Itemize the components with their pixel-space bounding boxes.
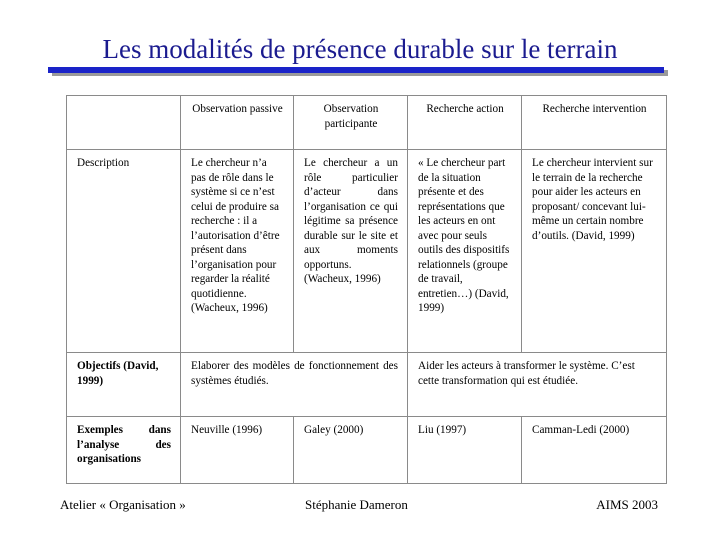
modalities-table [66, 95, 667, 484]
footer-center: Stéphanie Dameron [305, 497, 408, 512]
corner-cell [67, 96, 181, 150]
row-header-exemples: Exemples dans l’analyse des organisations [67, 417, 181, 484]
description-row [67, 150, 667, 353]
description-observation-passive: Le chercheur n’a pas de rôle dans le système si ce n’est celui de produire sa recherche : il a l’autorisation d’être présent dans l’organisation pour regarder la réalité quotidienne. (Wacheux, 1996) [181, 150, 294, 353]
column-header-recherche-action: Recherche action [408, 96, 522, 150]
exemple-observation-passive: Neuville (1996) [181, 417, 294, 484]
exemples-row [67, 417, 667, 484]
description-recherche-intervention: Le chercheur intervient sur le terrain de la recherche pour aider les acteurs en proposant/ concevant lui-même un certain nombre d’outils. (David, 1999) [522, 150, 667, 353]
footer-right: AIMS 2003 [596, 497, 658, 512]
column-header-observation-participante: Observation participante [294, 96, 408, 150]
description-recherche-action: « Le chercheur part de la situation présente et des représentations que les acteurs en ont avec pour seuls outils des dispositifs relationnels (groupe de travail, entretien…) (David, 1999) [408, 150, 522, 353]
exemple-observation-participante: Galey (2000) [294, 417, 408, 484]
column-header-recherche-intervention: Recherche intervention [522, 96, 667, 150]
objectifs-recherche: Aider les acteurs à transformer le système. C’est cette transformation qui est étudiée. [408, 353, 667, 417]
exemple-recherche-action: Liu (1997) [408, 417, 522, 484]
header-row [67, 96, 667, 150]
row-header-description: Description [67, 150, 181, 353]
objectifs-row [67, 353, 667, 417]
row-header-objectifs: Objectifs (David, 1999) [67, 353, 181, 417]
column-header-observation-passive: Observation passive [181, 96, 294, 150]
objectifs-observation: Elaborer des modèles de fonctionnement des systèmes étudiés. [181, 353, 408, 417]
exemple-recherche-intervention: Camman-Ledi (2000) [522, 417, 667, 484]
footer-left: Atelier « Organisation » [60, 497, 186, 512]
slide-title: Les modalités de présence durable sur le terrain [102, 34, 618, 64]
description-observation-participante: Le chercheur a un rôle particulier d’acteur dans l’organisation ce qui légitime sa présence durable sur le site et aux moments opportuns. (Wacheux, 1996) [294, 150, 408, 353]
title-rule [48, 67, 664, 73]
